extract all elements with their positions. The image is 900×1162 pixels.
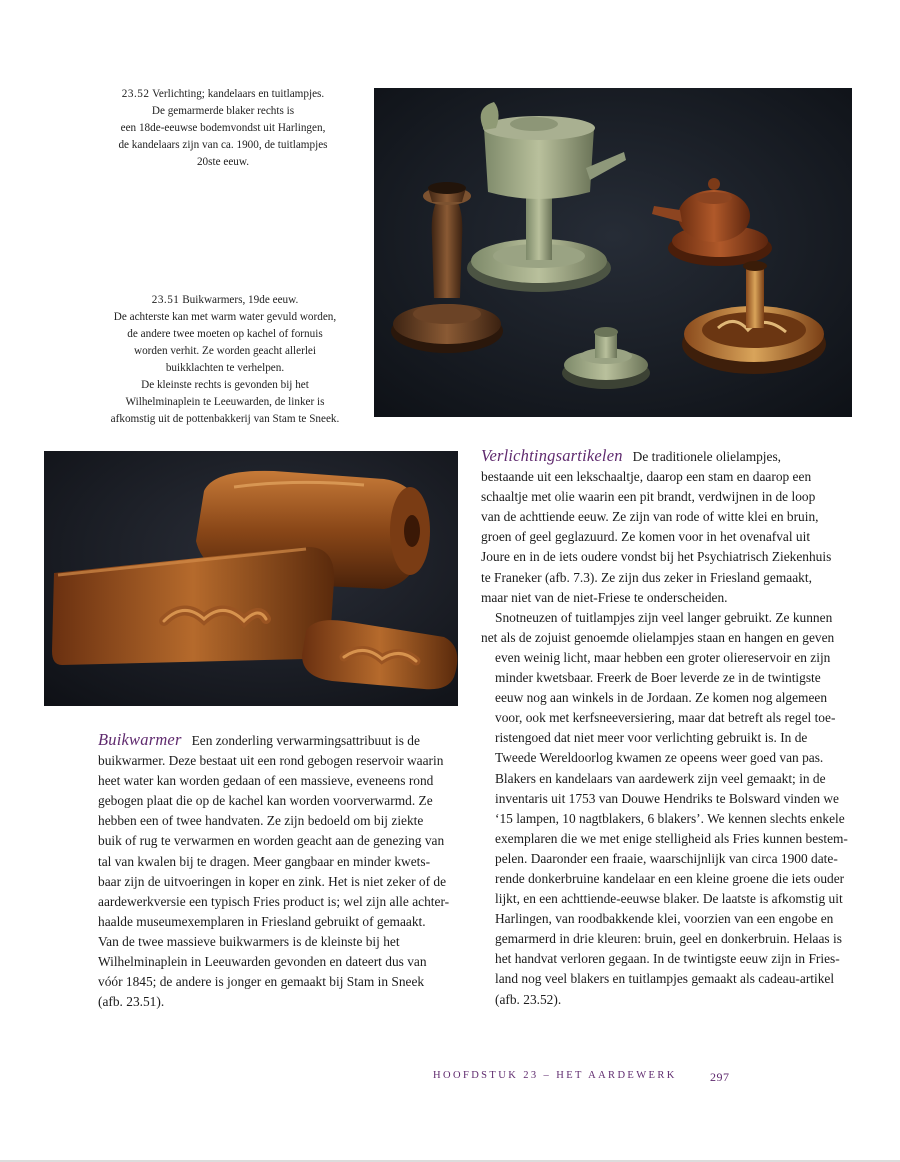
text-line: van de achttiende eeuw. Ze zijn van rode of witte klei en bruin, bbox=[481, 509, 819, 525]
text-line: ristengoed dat niet meer voor verlichting gebruikt is. In de bbox=[495, 730, 808, 746]
caption-number: 23.51 bbox=[151, 294, 180, 306]
text-line: Wilhelminaplein in Leeuwarden gevonden en dateert dus van bbox=[98, 954, 427, 970]
caption-line: de andere twee moeten op kachel of fornuis bbox=[127, 328, 323, 340]
text-line: (afb. 23.52). bbox=[495, 991, 562, 1007]
caption-line: De gemarmerde blaker rechts is bbox=[151, 105, 295, 117]
text-line: exemplaren die we met enige stelligheid als Fries kunnen bestem- bbox=[495, 830, 848, 846]
text-line: net als de zojuist genoemde olielampjes staan en hangen en geven bbox=[481, 629, 835, 645]
text-line: Joure en in de iets oudere vondst bij het Psychiatrisch Ziekenhuis bbox=[481, 549, 832, 565]
text-line: gemarmerd in drie kleuren: bruin, geel en donkerbruin. Helaas is bbox=[495, 931, 842, 947]
text-line: tal van kwalen bij te dragen. Meer gangbaar en minder kwets- bbox=[98, 853, 431, 869]
caption-23-51 bbox=[80, 292, 370, 428]
text-line: voor, ook met kerfsneeversiering, maar dat betreft als regel toe- bbox=[495, 710, 836, 726]
text-line: Snotneuzen of tuitlampjes zijn veel langer gebruikt. Ze kunnen bbox=[495, 609, 833, 625]
text-line: het handvat verloren gegaan. In de twintigste eeuw zijn in Fries- bbox=[495, 951, 840, 967]
photo-belly-warmers bbox=[44, 451, 458, 706]
text-line: Tweede Wereldoorlog kwamen ze opeens weer goed van pas. bbox=[495, 750, 824, 766]
text-line: Blakers en kandelaars van aardewerk zijn veel gemaakt; in de bbox=[495, 770, 826, 786]
text-line: minder kwetsbaar. Freerk de Boer leverde ze in de twintigste bbox=[495, 670, 821, 686]
text-line: (afb. 23.51). bbox=[98, 994, 165, 1010]
caption-line: buikklachten te verhelpen. bbox=[165, 362, 285, 374]
text-line: heet water kan worden gedaan of een massieve, eveneens rond bbox=[98, 773, 434, 789]
text-line: buik of rug te verwarmen en worden geacht aan de genezing van bbox=[98, 833, 445, 849]
text-line: bestaande uit een lekschaaltje, daarop een stam en daarop een bbox=[481, 469, 812, 485]
page-number: 297 bbox=[710, 1070, 730, 1084]
caption-23-52 bbox=[92, 86, 354, 171]
text-line: te Franeker (afb. 7.3). Ze zijn dus zeker in Friesland gemaakt, bbox=[481, 569, 812, 585]
text-line: inventaris uit 1753 van Douwe Hendriks te Bolsward vinden we bbox=[495, 790, 839, 806]
caption-line: worden verhit. Ze worden geacht allerlei bbox=[133, 345, 317, 357]
text-line: gebogen plaat die op de kachel kan worden voorverwarmd. Ze bbox=[98, 793, 433, 809]
text-line: land nog veel blakers en tuitlampjes gemaakt als cadeau-artikel bbox=[495, 971, 835, 987]
caption-line: een 18de-eeuwse bodemvondst uit Harlingen, bbox=[120, 122, 326, 134]
text-line: ‘15 lampen, 10 nagtblakers, 6 blakers’. We kennen slechts enkele bbox=[495, 810, 845, 826]
caption-line: De kleinste rechts is gevonden bij het bbox=[141, 379, 309, 391]
running-footer-chapter: HOOFDSTUK 23 – HET AARDEWERK bbox=[433, 1070, 677, 1081]
text-line: baar zijn de uitvoeringen in koper en zink. Het is niet zeker of de bbox=[98, 873, 447, 889]
caption-line: De achterste kan met warm water gevuld worden, bbox=[113, 311, 337, 323]
caption-line: 20ste eeuw. bbox=[196, 156, 250, 168]
text-line: aardewerkversie een typisch Fries product is; wel zijn alle achter- bbox=[98, 893, 450, 909]
paragraph bbox=[481, 446, 853, 608]
text-line: vóór 1845; de andere is jonger en gemaakt bij Stam in Sneek bbox=[98, 974, 425, 990]
section-heading: Verlichtingsartikelen bbox=[481, 446, 623, 465]
paragraph bbox=[481, 608, 853, 769]
caption-line: Verlichting; kandelaars en tuitlampjes. bbox=[152, 88, 325, 100]
text-line: buikwarmer. Deze bestaat uit een rond gebogen reservoir waarin bbox=[98, 753, 444, 769]
section-heading: Buikwarmer bbox=[98, 730, 182, 749]
text-line: schaaltje met olie waarin een pit brandt, verdwijnen in de loop bbox=[481, 489, 816, 505]
text-line: De traditionele olielampjes, bbox=[632, 449, 782, 464]
photo-candlesticks-and-lamps bbox=[374, 88, 852, 417]
text-line: haalde museumexemplaren in Friesland gebruikt of gemaakt. bbox=[98, 913, 426, 929]
caption-line: de kandelaars zijn van ca. 1900, de tuitlampjes bbox=[118, 139, 328, 151]
section-verlichtingsartikelen bbox=[481, 446, 853, 1010]
caption-line: afkomstig uit de pottenbakkerij van Stam te Sneek. bbox=[110, 413, 340, 425]
text-line: groen of geel geglazuurd. Ze komen voor in het ovenafval uit bbox=[481, 529, 811, 545]
text-line: hebben een of twee handvaten. Ze zijn bedoeld om bij ziekte bbox=[98, 813, 424, 829]
text-line: lijkt, en een achttiende-eeuwse blaker. De laatste is afkomstig uit bbox=[495, 891, 843, 907]
text-line: Harlingen, van roodbakkende klei, voorzien van een engobe en bbox=[495, 911, 834, 927]
caption-line: Wilhelminaplein te Leeuwarden, de linker is bbox=[125, 396, 325, 408]
text-line: even weinig licht, maar hebben een groter oliereservoir en zijn bbox=[495, 649, 831, 665]
section-buikwarmer bbox=[98, 730, 458, 1012]
text-line: maar niet van de niet-Friese te onderscheiden. bbox=[481, 589, 728, 605]
text-line: eeuw nog aan winkels in de Jordaan. Ze komen nog algemeen bbox=[495, 690, 828, 706]
text-line: pelen. Daaronder een fraaie, waarschijnlijk van circa 1900 date- bbox=[495, 850, 838, 866]
caption-line: Buikwarmers, 19de eeuw. bbox=[182, 294, 299, 306]
caption-number: 23.52 bbox=[121, 88, 150, 100]
paragraph bbox=[481, 769, 853, 1010]
text-line: Van de twee massieve buikwarmers is de kleinste bij het bbox=[98, 933, 400, 949]
text-line: rende donkerbruine kandelaar en een kleine groene die iets ouder bbox=[495, 870, 845, 886]
text-line: Een zonderling verwarmingsattribuut is de bbox=[191, 733, 420, 748]
